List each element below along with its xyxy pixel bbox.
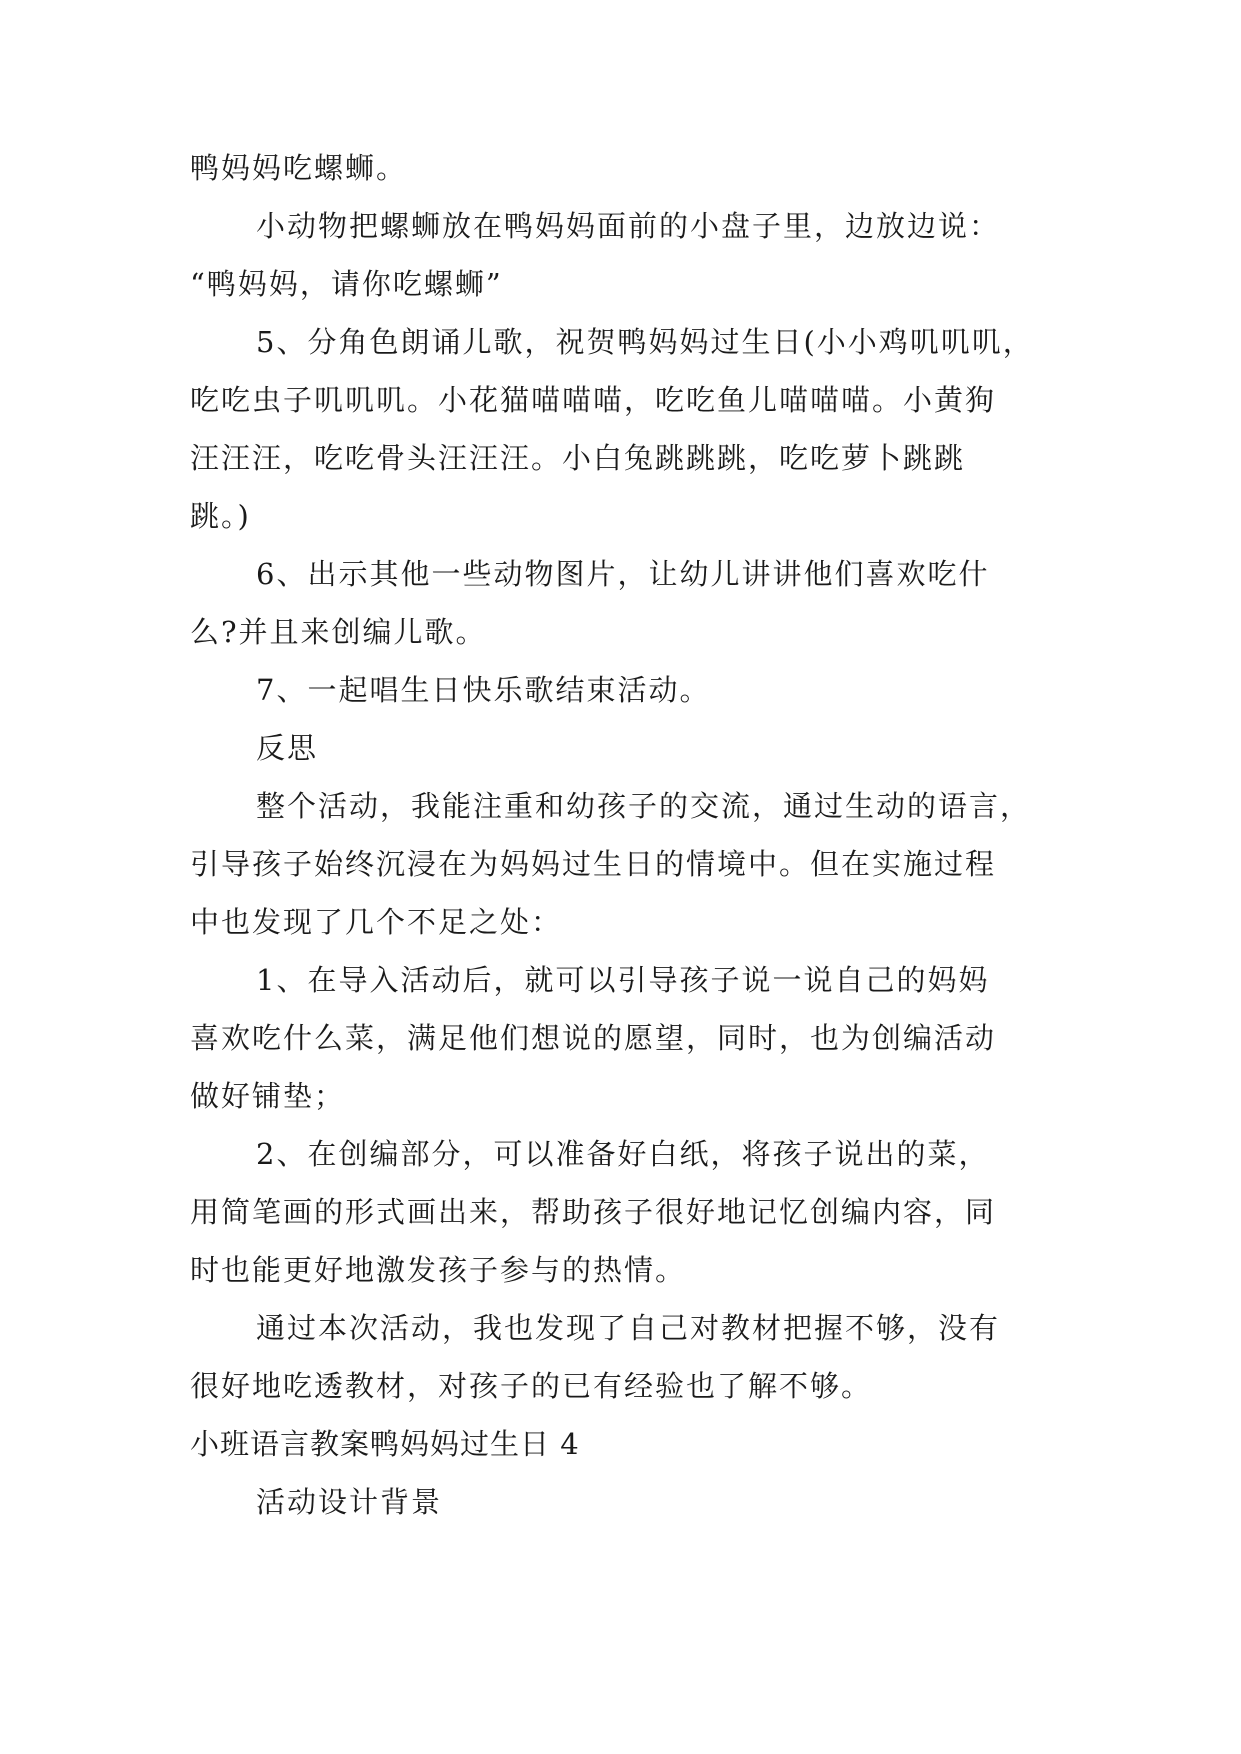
- text-line: “鸭妈妈，请你吃螺蛳”: [190, 267, 503, 301]
- subsection-heading: 活动设计背景: [256, 1485, 443, 1519]
- text-line: 5、分角色朗诵儿歌，祝贺鸭妈妈过生日(小小鸡叽叽叽，: [256, 325, 1034, 359]
- text-line: 喜欢吃什么菜，满足他们想说的愿望，同时，也为创编活动: [190, 1021, 997, 1055]
- text-line: 引导孩子始终沉浸在为妈妈过生日的情境中。但在实施过程: [190, 847, 997, 881]
- text-line: 1、在导入活动后，就可以引导孩子说一说自己的妈妈: [256, 963, 990, 997]
- text-line: 汪汪汪，吃吃骨头汪汪汪。小白兔跳跳跳，吃吃萝卜跳跳: [190, 441, 966, 475]
- text-line: 6、出示其他一些动物图片，让幼儿讲讲他们喜欢吃什: [256, 557, 990, 591]
- text-line: 做好铺垫；: [190, 1079, 346, 1113]
- text-line: 整个活动，我能注重和幼孩子的交流，通过生动的语言，: [256, 789, 1032, 823]
- text-line: 很好地吃透教材，对孩子的已有经验也了解不够。: [190, 1369, 873, 1403]
- text-line: 用简笔画的形式画出来，帮助孩子很好地记忆创编内容，同: [190, 1195, 997, 1229]
- text-line: 中也发现了几个不足之处：: [190, 905, 563, 939]
- text-line: 2、在创编部分，可以准备好白纸，将孩子说出的菜，: [256, 1137, 990, 1171]
- text-line: 小动物把螺蛳放在鸭妈妈面前的小盘子里，边放边说：: [256, 209, 1001, 243]
- text-line: 吃吃虫子叽叽叽。小花猫喵喵喵，吃吃鱼儿喵喵喵。小黄狗: [190, 383, 997, 417]
- text-line: 鸭妈妈吃螺蛳。: [190, 151, 408, 185]
- text-line: 时也能更好地激发孩子参与的热情。: [190, 1253, 687, 1287]
- text-line: 通过本次活动，我也发现了自己对教材把握不够，没有: [256, 1311, 1001, 1345]
- text-line: 7、一起唱生日快乐歌结束活动。: [256, 673, 711, 707]
- section-title: 小班语言教案鸭妈妈过生日 4: [190, 1427, 580, 1461]
- section-heading: 反思: [256, 731, 319, 765]
- text-line: 么?并且来创编儿歌。: [190, 615, 487, 649]
- text-line: 跳。): [190, 499, 251, 533]
